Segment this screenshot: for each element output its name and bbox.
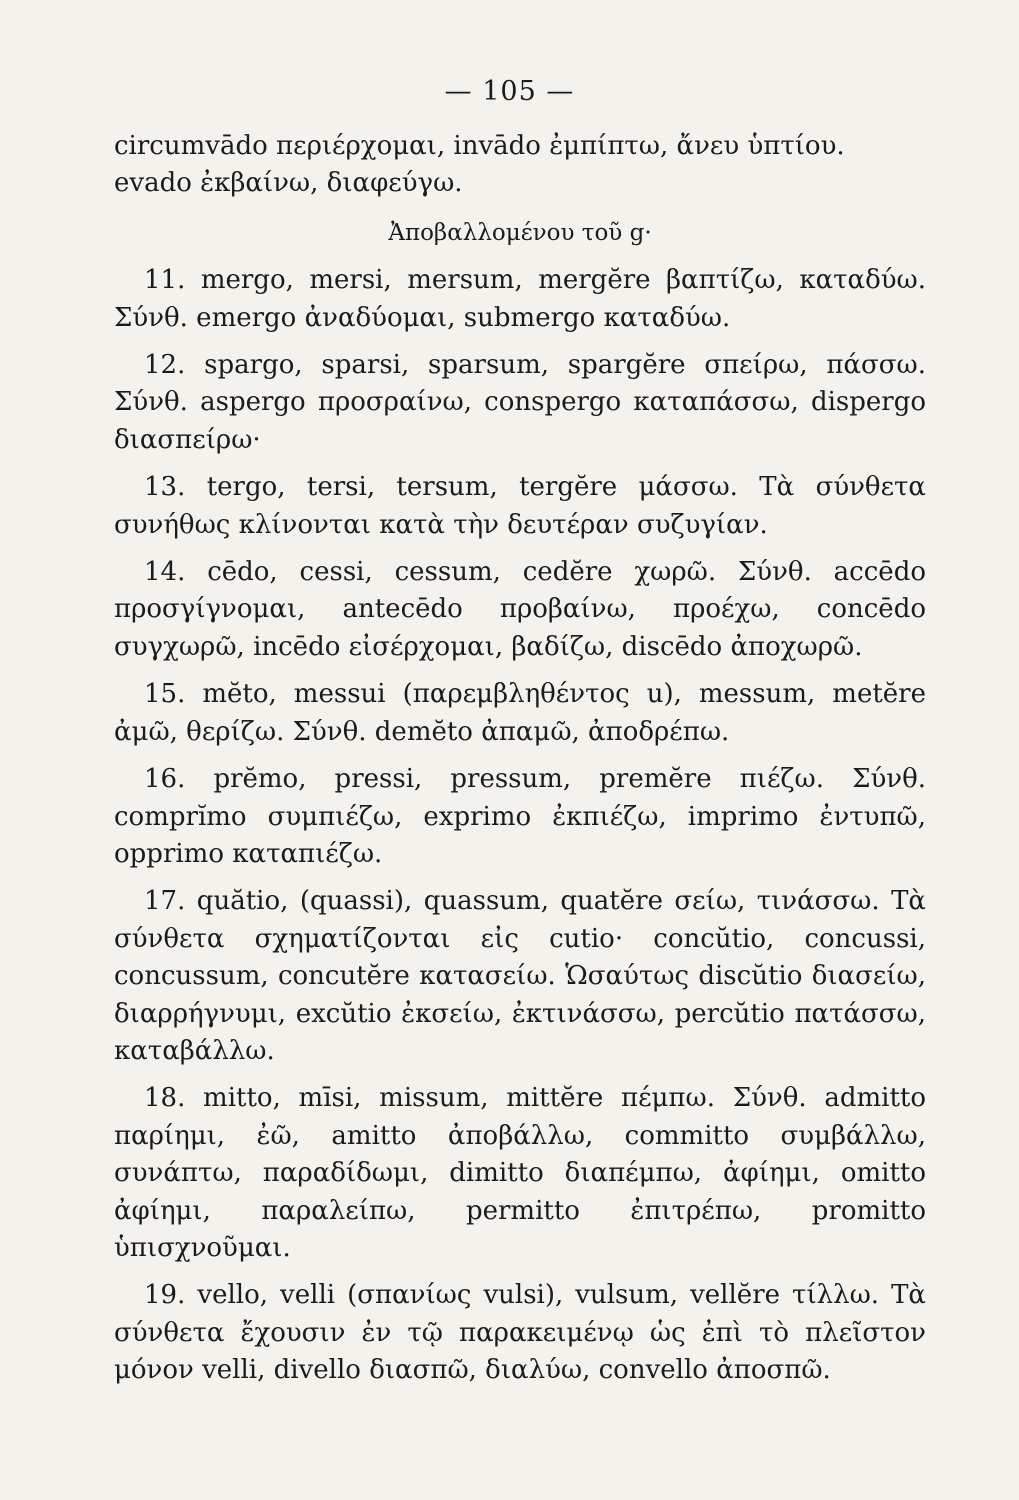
intro-line: evado ἐκβαίνω, διαφεύγω. <box>114 168 463 199</box>
entry-paragraph: 18. mitto, mīsi, missum, mittĕre πέμπω. Σύνθ. admitto παρίημι, ἐῶ, amitto ἀποβάλλω, committo συμβάλλω, συνάπτω, παραδίδωμι, dimitto διαπέμπω, ἀφίημι, omitto ἀφίημι, παραλείπω, permitto ἐπιτρέπω, promitto ὑπισχνοῦμαι. <box>114 1083 926 1263</box>
entry-paragraph: 11. mergo, mersi, mersum, mergĕre βαπτίζω, καταδύω. Σύνθ. emergo ἀναδύομαι, submergo καταδύω. <box>114 265 926 333</box>
page-body <box>114 128 926 1390</box>
entry-paragraph: 13. tergo, tersi, tersum, tergĕre μάσσω. Τὰ σύνθετα συνήθως κλίνονται κατὰ τὴν δευτέραν συζυγίαν. <box>114 472 926 540</box>
entry-paragraph: 16. prĕmo, pressi, pressum, premĕre πιέζω. Σύνθ. comprĭmo συμπιέζω, exprimo ἐκπιέζω, imprimo ἐντυπῶ, opprimo καταπιέζω. <box>114 764 926 869</box>
entry-paragraph: 15. mĕto, messui (παρεμβληθέντος u), messum, metĕre ἀμῶ, θερίζω. Σύνθ. demĕto ἀπαμῶ, ἀποδρέπω. <box>114 679 926 747</box>
entry-paragraph: 12. spargo, sparsi, sparsum, spargĕre σπείρω, πάσσω. Σύνθ. aspergo προσραίνω, conspergo καταπάσσω, dispergo διασπείρω· <box>114 350 926 455</box>
entry-paragraph: 14. cēdo, cessi, cessum, cedĕre χωρῶ. Σύνθ. accēdo προσγίγνομαι, antecēdo προβαίνω, προέχω, concēdo συγχωρῶ, incēdo εἰσέρχομαι, βαδίζω, discēdo ἀποχωρῶ. <box>114 557 926 662</box>
entry-paragraph: 17. quătio, (quassi), quassum, quatĕre σείω, τινάσσω. Τὰ σύνθετα σχηματίζονται εἰς cutio· concŭtio, concussi, concussum, concutĕre κατασείω. Ὡσαύτως discŭtio διασείω, διαρρήγνυμι, excŭtio ἐκσείω, ἐκτινάσσω, percŭtio πατάσσω, καταβάλλω. <box>114 886 926 1066</box>
intro-line: circumvādo περιέρχομαι, invādo ἐμπίπτω, ἄνευ ὑπτίου. <box>114 131 845 161</box>
section-heading: Ἀποβαλλομένου τοῦ g· <box>388 219 652 246</box>
page-number: — 105 — <box>444 76 575 107</box>
entry-paragraph: 19. vello, velli (σπανίως vulsi), vulsum, vellĕre τίλλω. Τὰ σύνθετα ἔχουσιν ἐν τῷ παρακειμένῳ ὡς ἐπὶ τὸ πλεῖστον μόνον velli, divello διασπῶ, διαλύω, convello ἀποσπῶ. <box>114 1280 926 1386</box>
